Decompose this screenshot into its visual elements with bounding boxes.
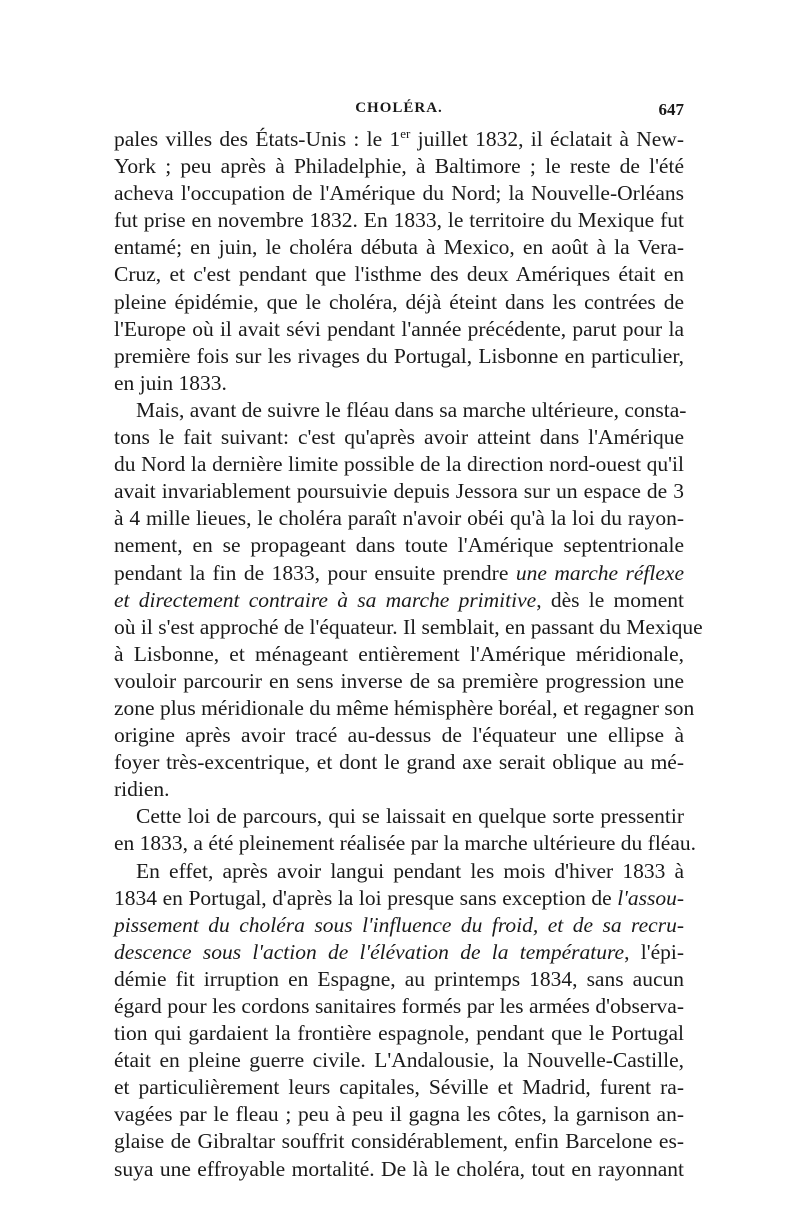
text-line: glaise de Gibraltar souffrit considérablement, enfin Barcelone es- [114, 1129, 684, 1154]
text-line: à 4 mille lieues, le choléra paraît n'avoir obéi qu'à la loi du rayon- [114, 506, 684, 531]
text-line: l'Europe où il avait sévi pendant l'année précédente, parut pour la [114, 316, 684, 341]
text-line: avait invariablement poursuivie depuis Jessora sur un espace de 3 [114, 479, 684, 504]
text-run: pendant la fin de 1833, pour ensuite prendre [114, 560, 516, 585]
text-line [114, 885, 684, 912]
text-run: 1834 en Portugal, d'après la loi presque sans exception de [114, 885, 618, 910]
text-line: était en pleine guerre civile. L'Andalousie, la Nouvelle-Castille, [114, 1048, 684, 1073]
text-run: , dès le moment [536, 587, 684, 612]
text-line: fut prise en novembre 1832. En 1833, le territoire du Mexique fut [114, 208, 684, 233]
text-line: Cette loi de parcours, qui se laissait en quelque sorte pressentir [136, 804, 684, 829]
text-line: où il s'est approché de l'équateur. Il semblait, en passant du Mexique [114, 614, 703, 639]
text-line [114, 560, 684, 587]
text-line: Mais, avant de suivre le fléau dans sa marche ultérieure, consta- [136, 397, 687, 422]
text-line: à Lisbonne, et ménageant entièrement l'Amérique méridionale, [114, 641, 684, 666]
text-line [114, 587, 684, 614]
text-line: tion qui gardaient la frontière espagnole, pendant que le Portugal [114, 1021, 684, 1046]
italic-run: et directement contraire à sa marche primitive [114, 587, 537, 612]
text-line: acheva l'occupation de l'Amérique du Nord; la Nouvelle-Orléans [114, 181, 684, 206]
text-line: entamé; en juin, le choléra débuta à Mexico, en août à la Vera- [114, 235, 684, 260]
text-line: pleine épidémie, que le choléra, déjà éteint dans les contrées de [114, 289, 684, 314]
text-line: suya une effroyable mortalité. De là le choléra, tout en rayonnant [114, 1156, 684, 1181]
body-text [114, 125, 703, 1183]
ordinal-suffix: er [400, 125, 411, 141]
italic-run: une marche réflexe [515, 560, 684, 585]
text-line: tons le fait suivant: c'est qu'après avoir atteint dans l'Amérique [114, 425, 684, 450]
running-title: CHOLÉRA. [355, 100, 443, 116]
text-line: York ; peu après à Philadelphie, à Baltimore ; le reste de l'été [114, 154, 684, 179]
text-line: Cruz, et c'est pendant que l'isthme des deux Amériques était en [114, 262, 684, 287]
text-line: en juin 1833. [114, 370, 227, 395]
text-line: origine après avoir tracé au-dessus de l'équateur une ellipse à [114, 723, 684, 748]
text-line: en 1833, a été pleinement réalisée par la marche ultérieure du fléau. [114, 831, 697, 856]
italic-run: descence sous l'action de l'élévation de la température [114, 939, 625, 964]
running-header [114, 100, 684, 122]
text-line: nement, en se propageant dans toute l'Amérique septentrionale [114, 533, 684, 558]
text-line: vagées par le fleau ; peu à peu il gagna les côtes, la garnison an- [114, 1102, 684, 1127]
text-line: et particulièrement leurs capitales, Séville et Madrid, furent ra- [114, 1075, 684, 1100]
text-line: du Nord la dernière limite possible de la direction nord-ouest qu'il [114, 452, 684, 477]
text-line: pales villes des États-Unis : le 1er juillet 1832, il éclatait à New- [114, 125, 684, 151]
text-line: ridien. [114, 777, 170, 802]
page-number: 647 [658, 100, 684, 119]
text-run: , l'épi- [624, 939, 684, 964]
text-line: vouloir parcourir en sens inverse de sa première progression une [114, 668, 684, 693]
text-line: démie fit irruption en Espagne, au printemps 1834, sans aucun [114, 966, 684, 991]
text-line: première fois sur les rivages du Portugal, Lisbonne en particulier, [114, 343, 684, 368]
text-line: pissement du choléra sous l'influence du froid, et de sa recru- [114, 912, 684, 937]
text-line: En effet, après avoir langui pendant les mois d'hiver 1833 à [136, 858, 684, 883]
text-line: foyer très-excentrique, et dont le grand axe serait oblique au mé- [114, 750, 684, 775]
text-line [114, 939, 684, 966]
text-line: zone plus méridionale du même hémisphère boréal, et regagner son [114, 695, 695, 720]
italic-run: l'assou- [617, 885, 684, 910]
text-line: égard pour les cordons sanitaires formés par les armées d'observa- [114, 994, 684, 1018]
